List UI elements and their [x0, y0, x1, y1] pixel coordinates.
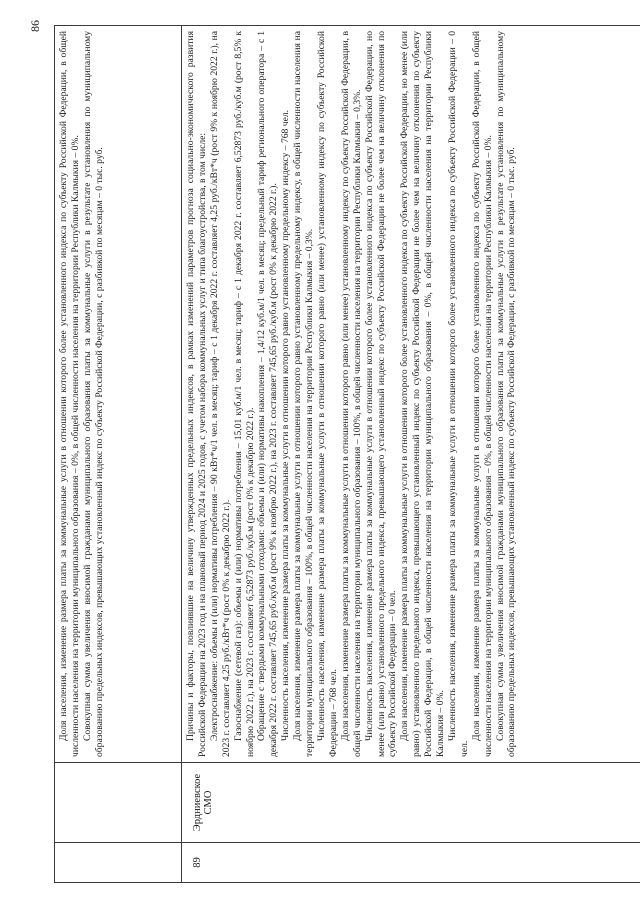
description-cell — [55, 26, 182, 763]
paragraph: Обращение с твердыми коммунальными отходами: объемы и (или) нормативы накопления – 1,4/12 куб.м/1 чел. в месяц; предельный тариф регионального оператора – с 1 декабря 2022 г. составляет 745,65 руб./куб.м (рост 9% к ноябрю 2022 г.), на 2023 г. составляет 745,65 руб./куб.м (рост 0% к декабрю 2022 г.). — [256, 31, 280, 757]
paragraph: Доля населения, изменение размера платы за коммунальные услуги в отношении которого более установленного индекса по субъекту Российской Федерации, в общей численности населения на территории муниципального образования – 0%, в общей численности населения на территории Республики Калмыкия – 0%. — [470, 31, 494, 757]
paragraph: Доля населения, изменение размера платы за коммунальные услуги в отношении которого более установленного индекса по субъекту Российской Федерации, в общей численности населения на территории муниципального образования – 0%, в общей численности населения на территории Республики Калмыкия – 0%. — [58, 31, 81, 757]
row-number-cell: 89 — [182, 843, 640, 883]
municipality-name-cell: Эрдниевское СМО — [182, 763, 640, 843]
table-row — [182, 26, 640, 883]
paragraph: Численность населения, изменение размера платы за коммунальные услуги в отношении которого равно установленному предельному индексу – 768 чел. — [280, 109, 292, 741]
paragraph: Численность населения, изменение размера платы за коммунальные услуги в отношении которого более установленного индекса по субъекту Российской Федерации – 0 чел. — [446, 31, 470, 757]
paragraph: Доля населения, изменение размера платы за коммунальные услуги в отношении которого равно (или менее) установленному индексу по субъекту Российской Федерации, в общей численности населения на территории муниципального образования – 100%, в общей численности населения на территории Республики Калмыкия – 0,3%. — [339, 31, 363, 757]
paragraph: Совокупная сумма увеличения вносимой гражданами муниципального образования платы за коммунальные услуги в результате установления по муниципальному образованию предельных индексов, превышающих установленный индекс по субъекту Российской Федерации, с разбивкой по месяцам – 0 тыс. руб. — [81, 31, 105, 757]
table-row — [55, 26, 182, 883]
page-number: 86 — [28, 20, 42, 32]
indices-table — [54, 25, 640, 883]
row-number-cell — [55, 843, 182, 883]
description-cell — [182, 26, 640, 763]
paragraph: Численность населения, изменение размера платы за коммунальные услуги в отношении которого более установленного индекса по субъекту Российской Федерации, но менее (или равно) установленного предельного индекса, превышающего установленный индекс по субъекту Российской Федерации не более чем на величину отклонения по субъекту Российской Федерации – 0 чел. — [363, 31, 399, 757]
municipality-name-cell — [55, 763, 182, 843]
paragraph: Электроснабжение: объемы и (или) нормативы потребления – 90 кВт*ч/1 чел. в месяц; тариф – с 1 декабря 2022 г. составляет 4,25 руб./кВт*ч (рост 9% к ноябрю 2022 г.), на 2023 г. составляет 4,25 руб./кВт*ч (рост 0% к декабрю 2022 г.). — [208, 31, 232, 757]
paragraph: Доля населения, изменение размера платы за коммунальные услуги в отношении которого равно установленному предельному индексу, в общей численности населения на территории муниципального образования – 100%, в общей численности населения на территории Республики Калмыкия – 0,3%. — [292, 31, 316, 757]
paragraph: Причины и факторы, повлиявшие на величину утвержденных предельных индексов, в рамках изменений параметров прогноза социально-экономического развития Российской Федерации на 2023 год и на плановый период 2024 и 2025 годов, с учетом набора коммунальных услуг и типа благоустройства, в том числе: — [185, 31, 208, 757]
paragraph: Совокупная сумма увеличения вносимой гражданами муниципального образования платы за коммунальные услуги в результате установления по муниципальному образованию предельных индексов, превышающих установленный индекс по субъекту Российской Федерации, с разбивкой по месяцам – 0 тыс. руб. — [494, 31, 518, 757]
paragraph: Газоснабжение (сетевой газ): объемы и (или) нормативы потребления – 15,01 куб.м/1 чел. в месяц; тариф – с 1 декабря 2022 г. составляет 6,52873 руб./куб.м (рост 8,5% к ноябрю 2022 г.), на 2023 г. составляет 6,52873 руб./куб.м (рост 0% к декабрю 2022 г.). — [232, 31, 256, 757]
paragraph: Численность населения, изменение размера платы за коммунальные услуги в отношении которого равно (или менее) установленному индексу по субъекту Российской Федерации – 768 чел. — [315, 31, 339, 757]
paragraph: Доля населения, изменение размера платы за коммунальные услуги в отношении которого более установленного индекса по субъекту Российской Федерации, но менее (или равно) установленного предельного индекса, превышающего установленный индекс по субъекту Российской Федерации не более чем на величину отклонения по субъекту Российской Федерации, в общей численности населения на территории муниципального образования – 0%, в общей численности населения на территории Республики Калмыкия – 0%. — [399, 31, 447, 757]
